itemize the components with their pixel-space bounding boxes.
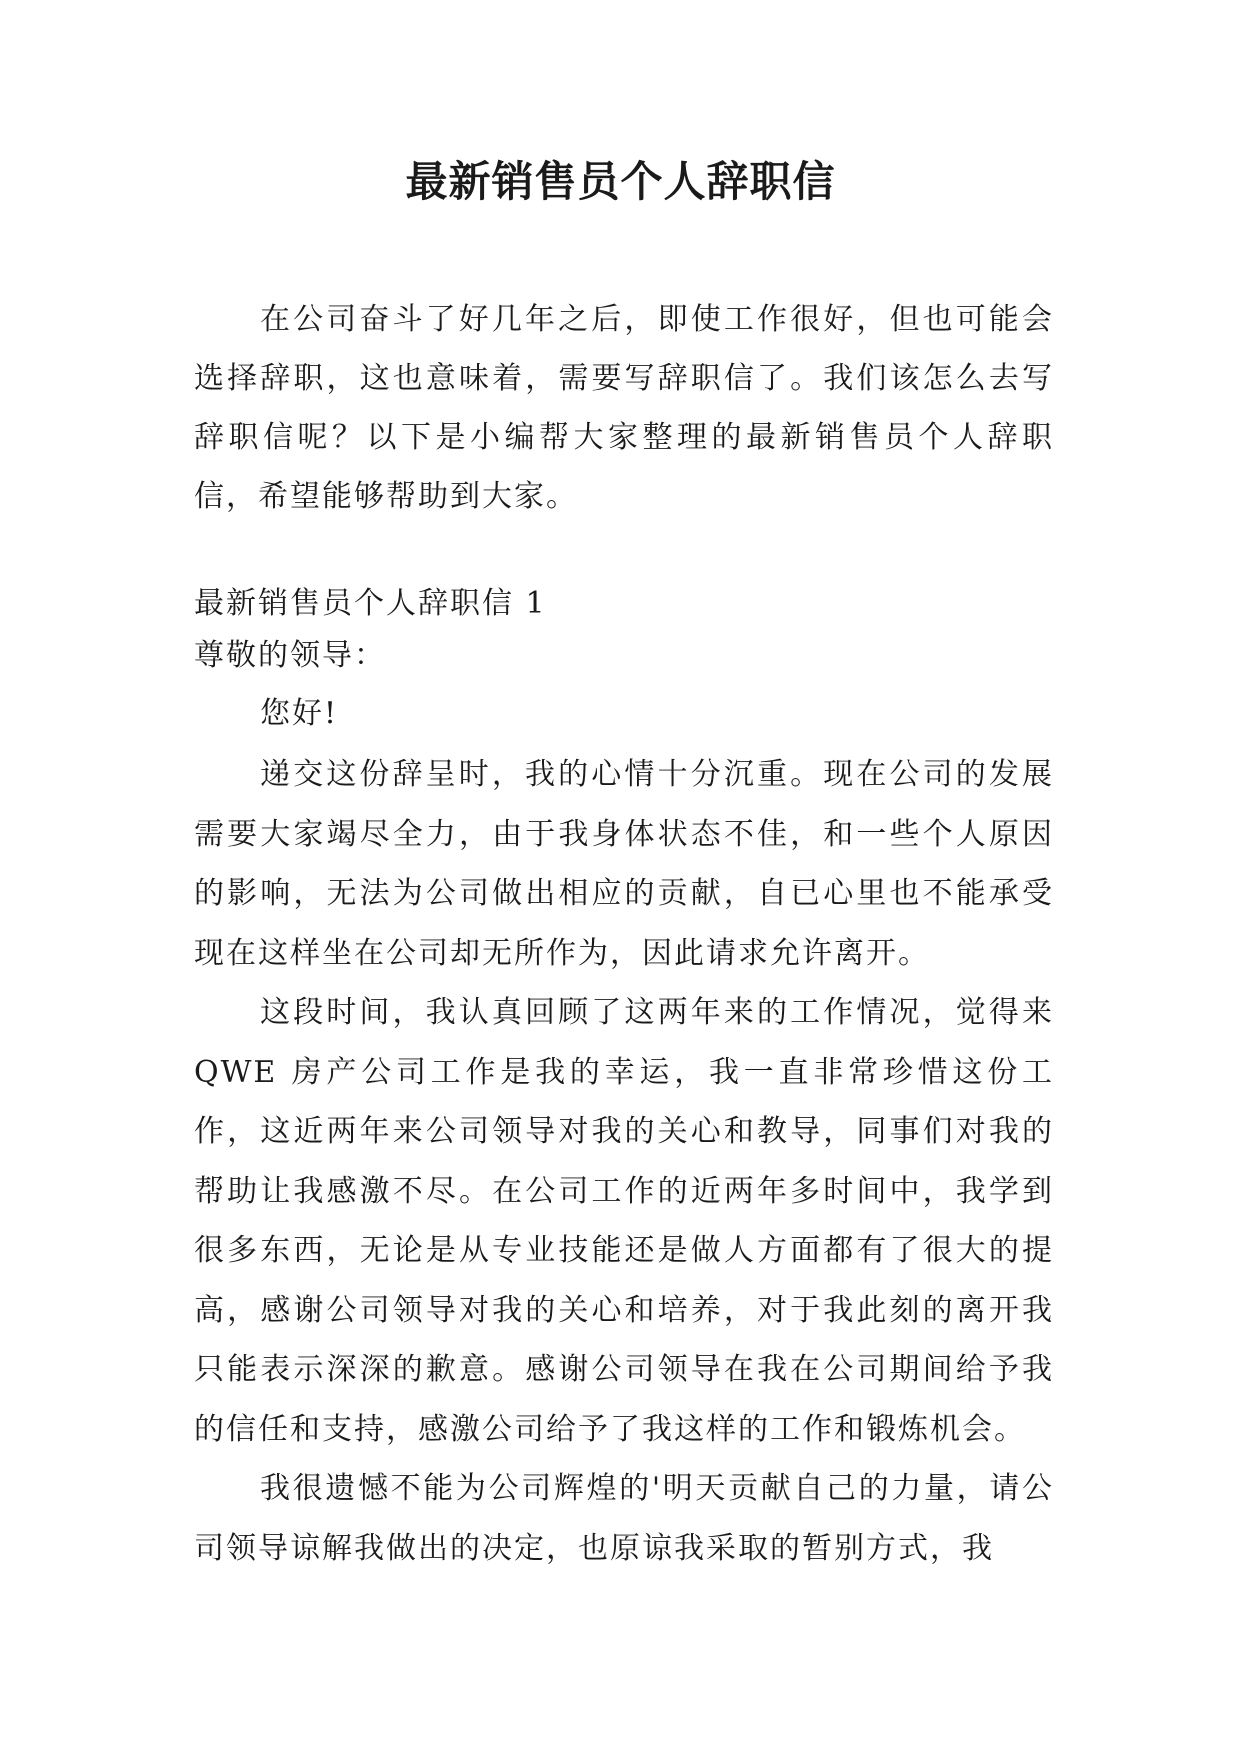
letter-heading: 最新销售员个人辞职信 1: [194, 586, 547, 621]
letter-paragraph: 这段时间，我认真回顾了这两年来的工作情况，觉得来 QWE 房产公司工作是我的幸运，我一直非常珍惜这份工作，这近两年来公司领导对我的关心和教导，同事们对我的帮助让我感激不尽。在公司工作的近两年多时间中，我学到很多东西，无论是从专业技能还是做人方面都有了很大的提高，感谢公司领导对我的关心和培养，对于我此刻的离开我只能表示深深的歉意。感谢公司领导在我在公司期间给予我的信任和支持，感激公司给予了我这样的工作和锻炼机会。: [194, 995, 1054, 1447]
letter-section: [194, 578, 1054, 1578]
letter-salutation: 尊敬的领导：: [194, 638, 386, 673]
letter-greeting: 您好!: [260, 696, 339, 731]
letter-paragraph: 递交这份辞呈时，我的心情十分沉重。现在公司的发展需要大家竭尽全力，由于我身体状态不佳，和一些个人原因的影响，无法为公司做出相应的贡献，自已心里也不能承受现在这样坐在公司却无所作为，因此请求允许离开。: [194, 757, 1054, 971]
letter-paragraph: 我很遗憾不能为公司辉煌的'明天贡献自己的力量，请公司领导谅解我做出的决定，也原谅我采取的暂别方式，我: [194, 1471, 1054, 1566]
document-title: 最新销售员个人辞职信: [405, 157, 836, 206]
intro-paragraph: 在公司奋斗了好几年之后，即使工作很好，但也可能会选择辞职，这也意味着，需要写辞职信了。我们该怎么去写辞职信呢？以下是小编帮大家整理的最新销售员个人辞职信，希望能够帮助到大家。: [194, 302, 1054, 514]
